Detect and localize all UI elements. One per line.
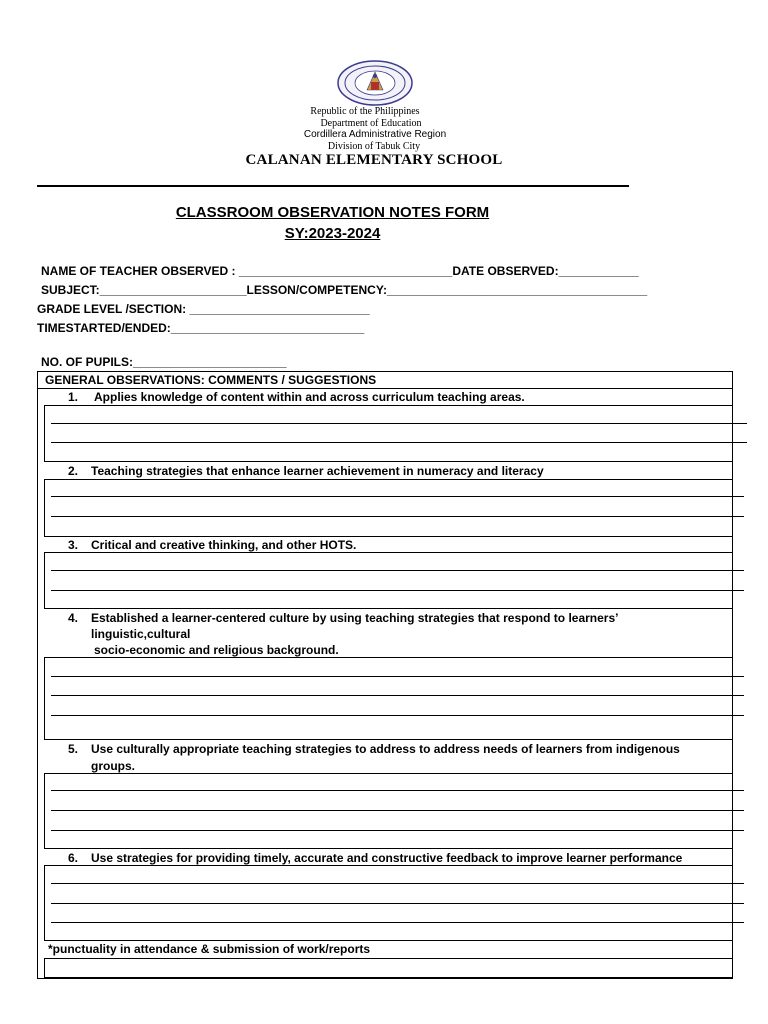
item-2-text: Teaching strategies that enhance learner achievement in numeracy and literacy [91,464,544,478]
division-text: Division of Tabuk City [327,141,421,152]
republic-text: Republic of the Philippines [310,106,420,117]
school-name: CALANAN ELEMENTARY SCHOOL [245,152,503,168]
item-4-text-line3: socio-economic and religious background. [94,643,339,657]
item-6-line [51,922,744,923]
item-4-number: 4. [68,611,79,625]
item-2-line [51,496,744,497]
item-4-answer-box[interactable] [44,657,733,740]
item-5-text: Use culturally appropriate teaching strategies to address to address needs of learners from indigenous [91,742,680,756]
item-1-text: Applies knowledge of content within and across curriculum teaching areas. [94,390,525,404]
item-2-line [51,516,744,517]
item-4-text: Established a learner-centered culture by using teaching strategies that respond to learners’ [91,611,619,625]
item-4-line [51,715,744,716]
item-5-line [51,790,744,791]
item-6-line [51,883,744,884]
item-6-text: Use strategies for providing timely, accurate and constructive feedback to improve learner performance [91,851,683,865]
table-heading: GENERAL OBSERVATIONS: COMMENTS / SUGGESTIONS [45,373,377,387]
item-5-line [51,810,744,811]
grade-field[interactable]: GRADE LEVEL /SECTION: ___________________________ [37,302,370,316]
deped-seal-logo [337,60,413,106]
item-4-line [51,676,744,677]
school-year: SY:2023-2024 [284,225,381,242]
item-1-answer-box[interactable] [44,405,733,462]
pupils-field[interactable]: NO. OF PUPILS:_______________________ [41,355,287,369]
item-2-answer-box[interactable] [44,479,733,537]
subject-field[interactable]: SUBJECT:______________________LESSON/COMPETENCY:_______________________________________ [41,283,648,297]
item-5-number: 5. [68,742,79,756]
department-text: Department of Education [320,118,422,129]
table-heading-divider [37,388,733,389]
item-3-answer-box[interactable] [44,552,733,609]
item-6-number: 6. [68,851,79,865]
item-2-number: 2. [68,464,79,478]
item-3-line [51,590,744,591]
header-divider [37,185,629,187]
teacher-field[interactable]: NAME OF TEACHER OBSERVED : ________________________________DATE OBSERVED:____________ [41,264,639,278]
item-5-answer-box[interactable] [44,773,733,849]
footnote-answer-box[interactable] [44,958,733,978]
item-6-line [51,903,744,904]
item-3-line [51,570,744,571]
item-1-line [51,442,747,443]
item-3-number: 3. [68,538,79,552]
item-1-line [51,423,747,424]
form-title: CLASSROOM OBSERVATION NOTES FORM [175,204,490,221]
item-4-text-line2: linguistic,cultural [91,627,191,641]
item-4-line [51,695,744,696]
item-1-number: 1. [68,390,79,404]
footnote: *punctuality in attendance & submission of work/reports [48,942,371,956]
region-text: Cordillera Administrative Region [303,129,447,140]
item-5-text-line2: groups. [91,759,135,773]
item-3-text: Critical and creative thinking, and other HOTS. [91,538,357,552]
time-field[interactable]: TIMESTARTED/ENDED:_____________________________ [37,321,365,335]
item-5-line [51,830,744,831]
